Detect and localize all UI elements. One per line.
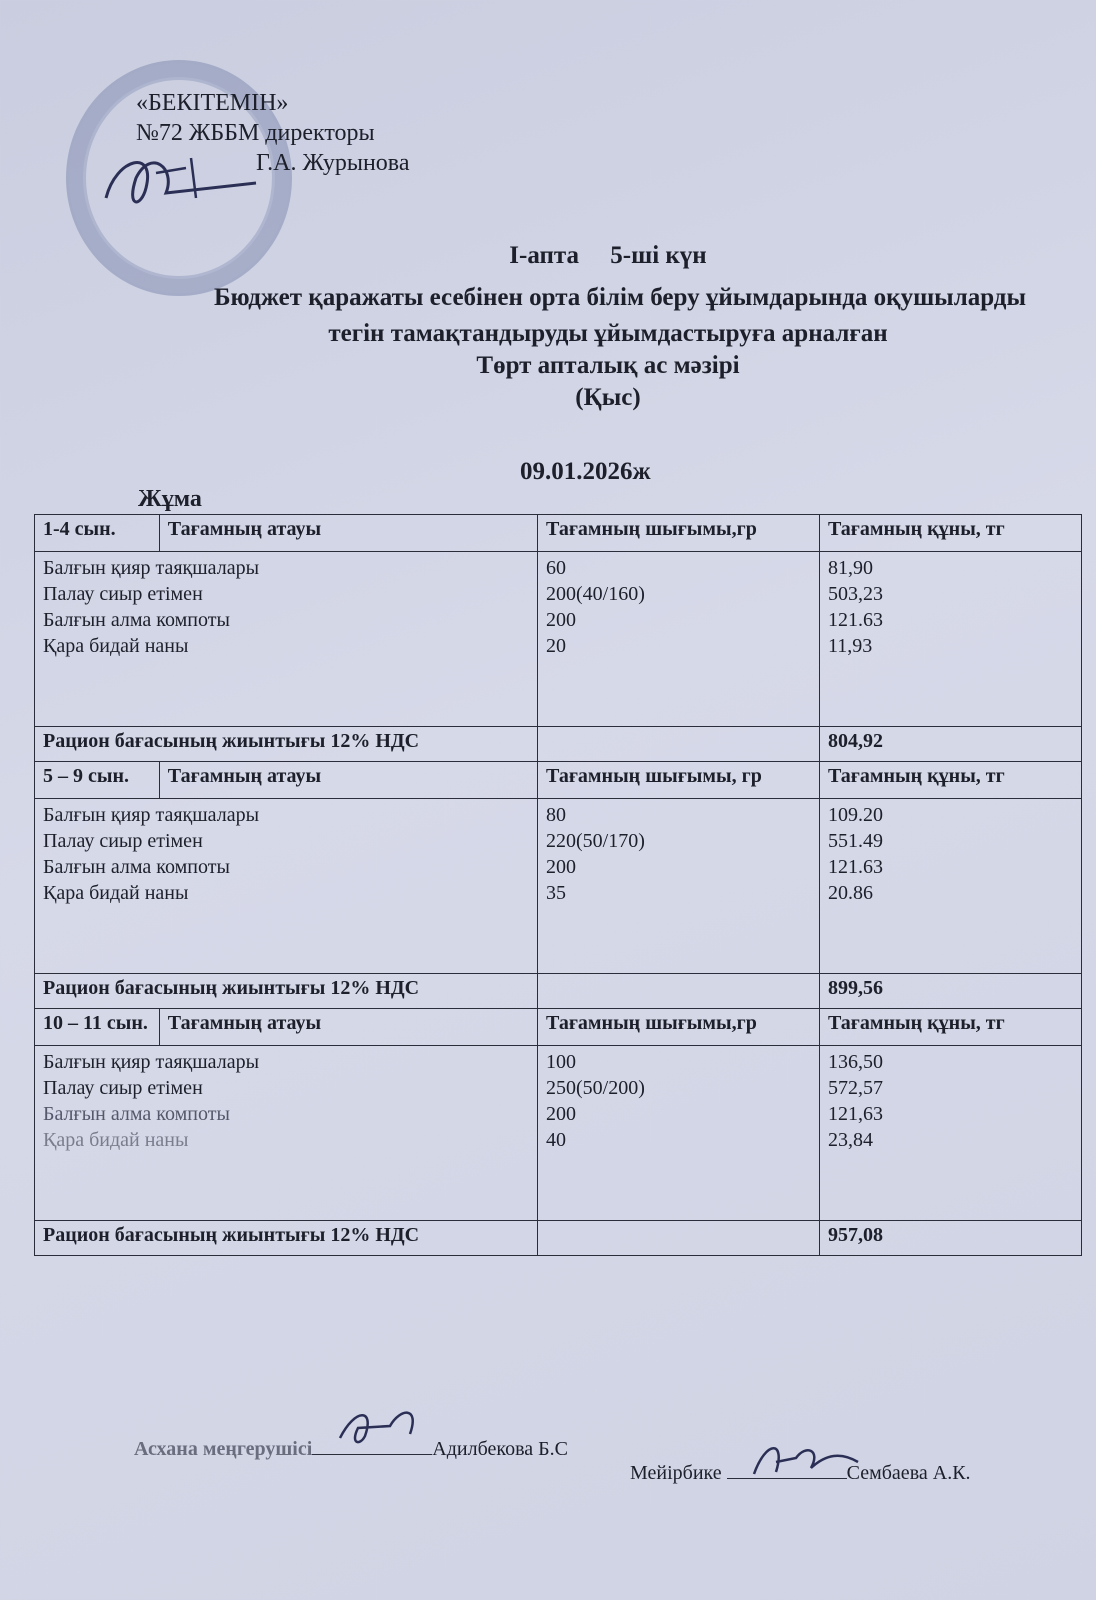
dish-item: Қара бидай наны xyxy=(43,882,189,904)
season-label: (Қыс) xyxy=(575,384,641,411)
output-value: 250(50/200) xyxy=(546,1077,645,1099)
column-dish-name: Тағамның атауы xyxy=(159,762,537,799)
total-value: 957,08 xyxy=(819,1221,1081,1256)
title-line-2: тегін тамақтандыруды ұйымдастыруға арналған xyxy=(328,320,888,347)
column-output: Тағамның шығымы,гр xyxy=(538,1009,820,1046)
title-line-1: Бюджет қаражаты есебінен орта білім беру ұйымдарында оқушыларды xyxy=(214,284,1026,311)
price-value: 136,50 xyxy=(827,1051,883,1073)
dish-item: Палау сиыр етімен xyxy=(43,583,203,605)
approval-title: «БЕКІТЕМІН» xyxy=(136,90,289,116)
price-list xyxy=(819,1046,1081,1221)
total-row xyxy=(35,974,1082,1009)
group-header-row xyxy=(35,1009,1082,1046)
price-value: 121,63 xyxy=(827,1103,883,1125)
price-list xyxy=(819,799,1081,974)
group-header-row xyxy=(35,762,1082,799)
dish-item: Палау сиыр етімен xyxy=(43,1077,203,1099)
dish-item: Балғын қияр таяқшалары xyxy=(43,557,260,579)
total-value: 804,92 xyxy=(819,727,1081,762)
output-list xyxy=(538,552,820,727)
kitchen-head-signoff xyxy=(134,1436,568,1461)
output-list xyxy=(538,799,820,974)
grade-label: 10 – 11 сын. xyxy=(35,1009,160,1046)
price-value: 121.63 xyxy=(827,856,883,878)
dish-item: Балғын алма компоты xyxy=(43,609,230,631)
signature-line xyxy=(727,1460,847,1479)
total-row xyxy=(35,1221,1082,1256)
column-price: Тағамның құны, тг xyxy=(819,1009,1081,1046)
dishes-row xyxy=(35,799,1082,974)
nurse-signoff xyxy=(630,1460,971,1485)
group-header-row xyxy=(35,515,1082,552)
price-value: 23,84 xyxy=(827,1129,873,1151)
total-row xyxy=(35,727,1082,762)
total-label: Рацион бағасының жиынтығы 12% НДС xyxy=(35,974,538,1009)
director-signature xyxy=(96,138,276,218)
output-value: 200 xyxy=(546,609,576,631)
output-value: 40 xyxy=(546,1129,566,1151)
grade-label: 5 – 9 сын. xyxy=(35,762,160,799)
price-value: 11,93 xyxy=(827,635,873,657)
dishes-row xyxy=(35,1046,1082,1221)
output-value: 60 xyxy=(546,557,566,579)
dish-list xyxy=(35,799,538,974)
total-empty-cell xyxy=(538,974,820,1009)
column-price: Тағамның құны, тг xyxy=(819,515,1081,552)
price-value: 503,23 xyxy=(827,583,883,605)
title-line-3: Төрт апталық ас мәзірі xyxy=(476,352,740,379)
total-empty-cell xyxy=(538,727,820,762)
dish-item: Балғын алма компоты xyxy=(43,1103,230,1125)
price-value: 551.49 xyxy=(827,830,883,852)
output-value: 200 xyxy=(546,1103,576,1125)
week-day-heading: І-апта 5-ші күн xyxy=(509,242,707,269)
output-value: 100 xyxy=(546,1051,576,1073)
kitchen-head-label: Асхана меңгерушісі xyxy=(134,1438,313,1460)
dish-list xyxy=(35,1046,538,1221)
total-label: Рацион бағасының жиынтығы 12% НДС xyxy=(35,727,538,762)
price-value: 20.86 xyxy=(827,882,873,904)
approval-position: №72 ЖББМ директоры xyxy=(136,120,375,146)
signature-line xyxy=(312,1436,432,1455)
grade-label: 1-4 сын. xyxy=(35,515,160,552)
output-value: 80 xyxy=(546,804,566,826)
total-label: Рацион бағасының жиынтығы 12% НДС xyxy=(35,1221,538,1256)
column-dish-name: Тағамның атауы xyxy=(159,1009,537,1046)
menu-table xyxy=(34,514,1082,1256)
output-value: 200 xyxy=(546,856,576,878)
output-list xyxy=(538,1046,820,1221)
dish-item: Палау сиыр етімен xyxy=(43,830,203,852)
column-price: Тағамның құны, тг xyxy=(819,762,1081,799)
output-value: 35 xyxy=(546,882,566,904)
nurse-name: Сембаева А.К. xyxy=(846,1462,971,1484)
dish-item: Қара бидай наны xyxy=(43,635,189,657)
total-empty-cell xyxy=(538,1221,820,1256)
price-value: 109.20 xyxy=(827,804,883,826)
column-output: Тағамның шығымы, гр xyxy=(538,762,820,799)
dish-item: Қара бидай наны xyxy=(43,1129,189,1151)
dish-item: Балғын қияр таяқшалары xyxy=(43,804,260,826)
kitchen-head-name: Адилбекова Б.С xyxy=(432,1438,568,1460)
output-value: 20 xyxy=(546,635,566,657)
dish-list xyxy=(35,552,538,727)
price-list xyxy=(819,552,1081,727)
price-value: 572,57 xyxy=(827,1077,883,1099)
dishes-row xyxy=(35,552,1082,727)
dish-item: Балғын қияр таяқшалары xyxy=(43,1051,260,1073)
price-value: 81,90 xyxy=(827,557,873,579)
dish-item: Балғын алма компоты xyxy=(43,856,230,878)
weekday-label: Жұма xyxy=(138,486,202,512)
approval-name: Г.А. Журынова xyxy=(256,150,410,176)
price-value: 121.63 xyxy=(827,609,883,631)
menu-date: 09.01.2026ж xyxy=(520,458,651,485)
output-value: 220(50/170) xyxy=(546,830,645,852)
output-value: 200(40/160) xyxy=(546,583,645,605)
column-dish-name: Тағамның атауы xyxy=(159,515,537,552)
total-value: 899,56 xyxy=(819,974,1081,1009)
column-output: Тағамның шығымы,гр xyxy=(538,515,820,552)
nurse-label: Мейірбике xyxy=(630,1462,722,1484)
